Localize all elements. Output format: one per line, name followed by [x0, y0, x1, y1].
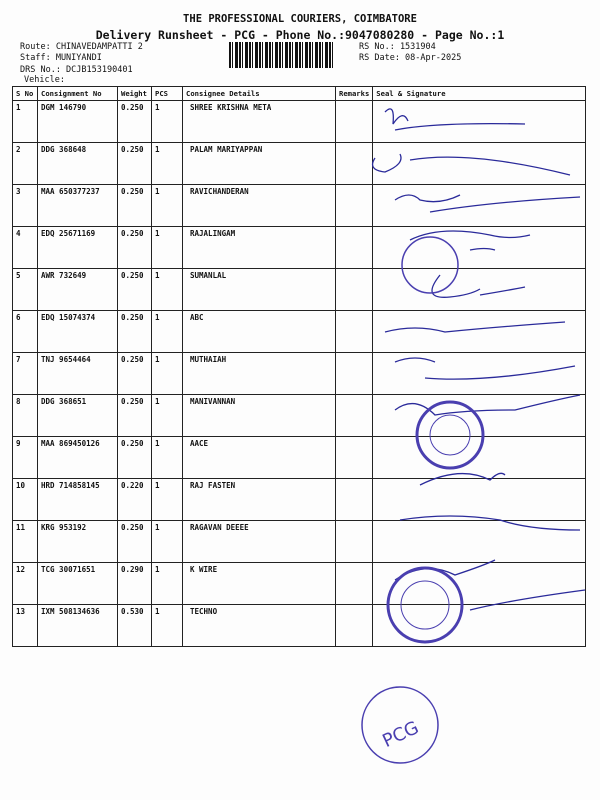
cell-sno: 4: [13, 227, 38, 269]
cell-sno: 11: [13, 521, 38, 563]
cell-cno: DDG 368651: [38, 395, 118, 437]
route: Route: CHINAVEDAMPATTI 2: [20, 42, 143, 52]
cell-weight: 0.250: [118, 521, 152, 563]
rs-number: RS No.: 1531904: [359, 42, 436, 52]
cell-consignee: AACE: [183, 437, 336, 479]
handwritten-signatures: [373, 109, 585, 610]
cell-consignee: RAJ FASTEN: [183, 479, 336, 521]
cell-sno: 1: [13, 101, 38, 143]
cell-weight: 0.250: [118, 353, 152, 395]
cell-cno: KRG 953192: [38, 521, 118, 563]
cell-pcs: 1: [152, 479, 183, 521]
cell-sno: 2: [13, 143, 38, 185]
column-header: Consignment No: [38, 87, 118, 101]
cell-cno: HRD 714858145: [38, 479, 118, 521]
cell-pcs: 1: [152, 563, 183, 605]
cell-weight: 0.250: [118, 395, 152, 437]
cell-sno: 12: [13, 563, 38, 605]
cell-cno: DGM 146790: [38, 101, 118, 143]
cell-pcs: 1: [152, 101, 183, 143]
cell-sno: 8: [13, 395, 38, 437]
column-header: Consignee Details: [183, 87, 336, 101]
cell-sno: 13: [13, 605, 38, 647]
cell-cno: TNJ 9654464: [38, 353, 118, 395]
cell-cno: IXM 508134636: [38, 605, 118, 647]
cell-pcs: 1: [152, 227, 183, 269]
column-header: PCS: [152, 87, 183, 101]
cell-consignee: ABC: [183, 311, 336, 353]
cell-weight: 0.250: [118, 101, 152, 143]
cell-weight: 0.250: [118, 185, 152, 227]
cell-consignee: RAGAVAN DEEEE: [183, 521, 336, 563]
cell-consignee: TECHNO: [183, 605, 336, 647]
cell-weight: 0.220: [118, 479, 152, 521]
cell-consignee: MUTHAIAH: [183, 353, 336, 395]
cell-consignee: K WIRE: [183, 563, 336, 605]
cell-pcs: 1: [152, 185, 183, 227]
aace-stamp: [417, 402, 483, 468]
column-header: S No: [13, 87, 38, 101]
cell-sno: 5: [13, 269, 38, 311]
cell-pcs: 1: [152, 269, 183, 311]
drs-number: DRS No.: DCJB153190401: [20, 65, 133, 75]
cell-weight: 0.290: [118, 563, 152, 605]
cell-cno: EDQ 15074374: [38, 311, 118, 353]
runsheet-subtitle: Delivery Runsheet - PCG - Phone No.:9047080280 - Page No.:1: [95, 28, 505, 42]
cell-sno: 7: [13, 353, 38, 395]
cell-cno: EDQ 25671169: [38, 227, 118, 269]
svg-text:PCG: PCG: [379, 717, 423, 753]
cell-weight: 0.530: [118, 605, 152, 647]
cell-sno: 10: [13, 479, 38, 521]
suman-stamp: [402, 237, 458, 293]
mr-traders-stamp: [388, 568, 462, 642]
cell-cno: TCG 30071651: [38, 563, 118, 605]
cell-pcs: 1: [152, 311, 183, 353]
cell-weight: 0.250: [118, 269, 152, 311]
cell-cno: AWR 732649: [38, 269, 118, 311]
cell-pcs: 1: [152, 395, 183, 437]
cell-sno: 6: [13, 311, 38, 353]
cell-consignee: MANIVANNAN: [183, 395, 336, 437]
cell-weight: 0.250: [118, 311, 152, 353]
column-header: Remarks: [336, 87, 373, 101]
cell-pcs: 1: [152, 521, 183, 563]
column-header: Weight: [118, 87, 152, 101]
staff: Staff: MUNIYANDI: [20, 53, 102, 63]
cell-cno: DDG 368648: [38, 143, 118, 185]
cell-consignee: SUMANLAL: [183, 269, 336, 311]
cell-weight: 0.250: [118, 437, 152, 479]
cell-pcs: 1: [152, 437, 183, 479]
cell-cno: MAA 869450126: [38, 437, 118, 479]
cell-consignee: RAVICHANDERAN: [183, 185, 336, 227]
cell-pcs: 1: [152, 143, 183, 185]
cell-consignee: PALAM MARIYAPPAN: [183, 143, 336, 185]
cell-pcs: 1: [152, 605, 183, 647]
cell-consignee: RAJALINGAM: [183, 227, 336, 269]
cell-sno: 9: [13, 437, 38, 479]
vehicle: Vehicle:: [24, 75, 65, 85]
rs-date: RS Date: 08-Apr-2025: [359, 53, 462, 63]
cell-weight: 0.250: [118, 143, 152, 185]
cell-weight: 0.250: [118, 227, 152, 269]
column-header: Seal & Signature: [373, 87, 586, 101]
cell-sno: 3: [13, 185, 38, 227]
pcg-stamp: [362, 687, 438, 763]
cell-consignee: SHREE KRISHNA META: [183, 101, 336, 143]
company-title: THE PROFESSIONAL COURIERS, COIMBATORE: [183, 13, 417, 25]
cell-pcs: 1: [152, 353, 183, 395]
cell-cno: MAA 650377237: [38, 185, 118, 227]
